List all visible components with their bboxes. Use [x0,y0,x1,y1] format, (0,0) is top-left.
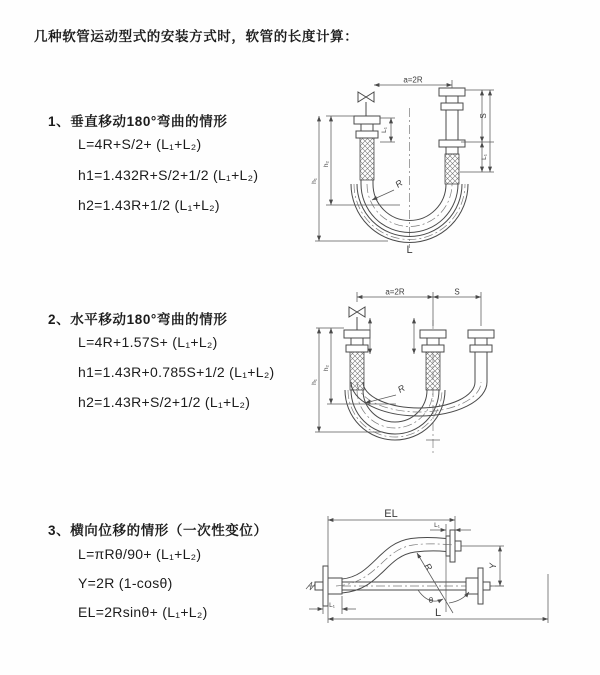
radius-label: R [396,382,407,395]
radius-label: R [422,561,435,573]
fitting-length-arrows [370,318,414,354]
valve-icon [349,307,365,330]
diagram-vertical-180-bend [310,76,572,254]
dimension-span-a2r [357,288,481,327]
length-label: L [406,244,413,254]
page-title: 几种软管运动型式的安装方式时，软管的长度计算： [34,29,359,44]
dim-label-l1-bottom: L₁ [329,602,335,609]
hose-u-loop-original [345,390,445,440]
dim-label-h1: h₁ [311,379,318,385]
dim-label-l1-right: L₁ [481,154,488,160]
fitting-right-lower [439,140,465,184]
radius-leader [372,177,405,200]
section-3-heading: 3、横向位移的情形（一次性变位） [48,523,268,538]
fitting-middle [420,330,446,390]
dimension-stroke-s [433,288,481,298]
diagram-lateral-displacement [303,506,600,664]
dimension-span-a2r [374,76,452,88]
fitting-right-flange [466,568,490,604]
section-1-heading: 1、垂直移动180°弯曲的情形 [48,114,228,129]
dim-label-l: L [434,607,442,619]
formula-1-h1: h1=1.432R+S/2+1/2 (L₁+L₂) [78,167,259,183]
braided-hose-section [445,154,459,184]
dim-label-h1: h₁ [311,178,318,184]
formula-2-h2: h2=1.43R+S/2+1/2 (L₁+L₂) [78,394,251,410]
formula-1-h2: h2=1.43R+1/2 (L₁+L₂) [78,197,220,213]
dimension-fitting-left [380,118,395,142]
dim-label-s: S [454,287,460,297]
formula-3-el: EL=2Rsinθ+ (L₁+L₂) [78,604,208,620]
fitting-right-upper [439,88,465,140]
dimension-fitting-right [481,142,488,172]
dim-label-l1-top: L₁ [434,522,440,529]
fitting-left [344,330,370,390]
formula-3-y: Y=2R (1-cosθ) [78,575,173,591]
formula-1-l: L=4R+S/2+ (L₁+L₂) [78,136,202,152]
fitting-right-shifted [468,330,494,382]
dim-label-l1-left: L₁ [381,127,388,133]
dimension-h1-outer [311,328,382,432]
angle-label: θ [428,596,434,605]
hose-s-curve [336,537,455,593]
radius-leader [365,383,407,403]
dimension-fitting-bottom [309,596,356,614]
braided-hose-section [360,138,374,180]
dim-label-h2: h₂ [323,364,330,372]
fitting-left [354,116,380,180]
section-2-heading: 2、水平移动180°弯曲的情形 [48,312,228,327]
formula-2-h1: h1=1.43R+0.785S+1/2 (L₁+L₂) [78,364,275,380]
dim-label-s: S [479,113,488,119]
braided-hose-section [426,352,440,390]
dim-label-el: EL [384,508,398,520]
dim-label-a2r: a=2R [385,287,405,297]
formula-2-l: L=4R+1.57S+ (L₁+L₂) [78,334,218,350]
dim-label-a2r: a=2R [403,76,423,85]
fitting-upper-flange [446,530,461,562]
dimension-stroke-s [460,90,494,172]
valve-icon [358,92,374,116]
formula-3-l: L=πRθ/90+ (L₁+L₂) [78,546,202,562]
dim-label-h2: h₂ [323,160,330,168]
dimension-l [328,574,548,623]
dim-label-y: Y [488,562,498,570]
diagram-horizontal-180-bend [310,286,598,464]
radius-label: R [393,177,405,190]
